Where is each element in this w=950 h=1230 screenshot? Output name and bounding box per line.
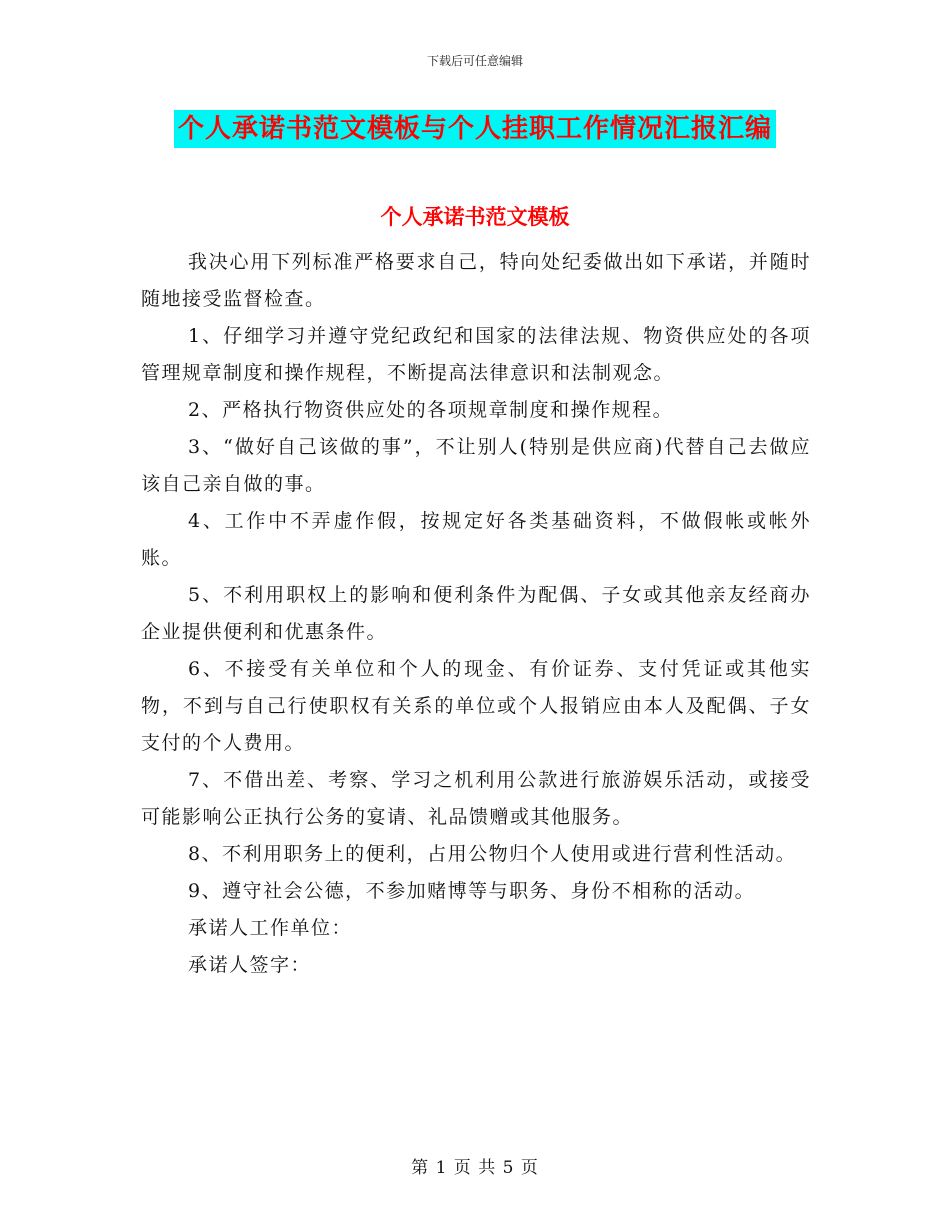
paragraph-item-1: 1、仔细学习并遵守党纪政纪和国家的法律法规、物资供应处的各项管理规章制度和操作规程，不断提高法律意识和法制观念。 — [141, 325, 811, 384]
document-title: 个人承诺书范文模板与个人挂职工作情况汇报汇编 — [174, 110, 776, 148]
paragraph-item-8: 8、不利用职务上的便利，占用公物归个人使用或进行营利性活动。 — [188, 843, 797, 865]
section-title: 个人承诺书范文模板 — [380, 204, 570, 229]
header-note: 下载后可任意编辑 — [426, 54, 523, 68]
document-body — [141, 244, 811, 984]
page-number: 第 1 页 共 5 页 — [411, 1158, 539, 1178]
paragraph-item-4: 4、工作中不弄虚作假，按规定好各类基础资料，不做假帐或帐外账。 — [141, 510, 811, 569]
paragraph-item-5: 5、不利用职权上的影响和便利条件为配偶、子女或其他亲友经商办企业提供便利和优惠条件。 — [141, 584, 811, 643]
paragraph-item-7: 7、不借出差、考察、学习之机利用公款进行旅游娱乐活动，或接受可能影响公正执行公务的宴请、礼品馈赠或其他服务。 — [141, 769, 811, 828]
paragraph-item-9: 9、遵守社会公德，不参加赌博等与职务、身份不相称的活动。 — [188, 880, 756, 902]
paragraph-item-3: 3、“做好自己该做的事”，不让别人(特别是供应商)代替自己去做应该自己亲自做的事。 — [141, 436, 811, 495]
paragraph-item-2: 2、严格执行物资供应处的各项规章制度和操作规程。 — [188, 399, 674, 421]
signature-unit-line: 承诺人工作单位： — [188, 917, 353, 939]
paragraph-intro: 我决心用下列标准严格要求自己，特向处纪委做出如下承诺，并随时随地接受监督检查。 — [141, 251, 811, 310]
signature-name-line: 承诺人签字： — [188, 954, 312, 976]
main-title-container — [0, 110, 950, 148]
paragraph-item-6: 6、不接受有关单位和个人的现金、有价证券、支付凭证或其他实物，不到与自己行使职权有关系的单位或个人报销应由本人及配偶、子女支付的个人费用。 — [141, 658, 811, 754]
